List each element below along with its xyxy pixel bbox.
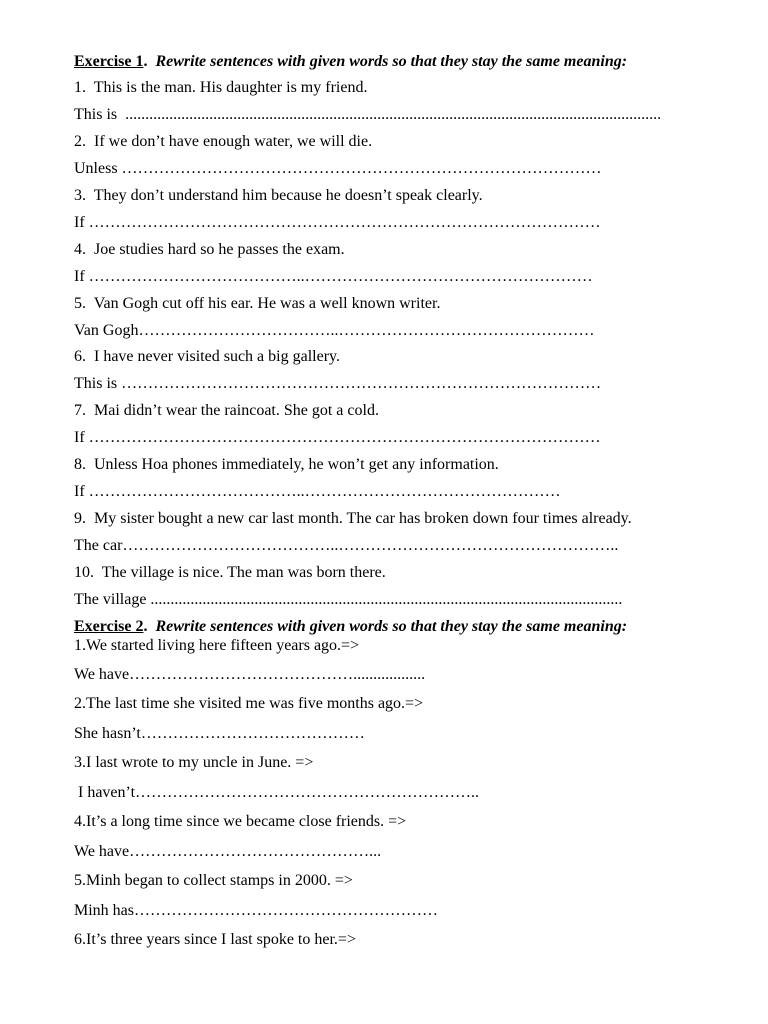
exercise-1-question-4: 4. Joe studies hard so he passes the exam.	[74, 241, 345, 258]
exercise-1-question-10: 10. The village is nice. The man was born there.	[74, 564, 386, 581]
exercise-1-question-6: 6. I have never visited such a big gallery.	[74, 348, 340, 365]
exercise-2-answer-4: We have………………………………………...	[74, 843, 382, 860]
exercise-1-answer-5: Van Gogh………………………………..…………………………………………	[74, 322, 595, 339]
exercise-2-instruction: Rewrite sentences with given words so that they stay the same meaning:	[155, 618, 628, 635]
exercise-1-question-5: 5. Van Gogh cut off his ear. He was a well known writer.	[74, 295, 441, 312]
exercise-1-answer-9: The car…………………………………..……………………………………………..	[74, 537, 619, 554]
exercise-1-answer-4: If …………………………………..………………………………………………	[74, 268, 593, 285]
exercise-2-answer-2: She hasn’t……………………………………	[74, 725, 365, 742]
exercise-1-instruction: Rewrite sentences with given words so that they stay the same meaning:	[155, 53, 628, 70]
exercise-1-answer-6: This is ………………………………………………………………………………	[74, 375, 602, 392]
exercise-1-answer-8: If …………………………………..…………………………………………	[74, 483, 561, 500]
exercise-2-question-6: 6.It’s three years since I last spoke to her.=>	[74, 931, 356, 948]
exercise-1-question-7: 7. Mai didn’t wear the raincoat. She got a cold.	[74, 402, 379, 419]
exercise-1-question-2: 2. If we don’t have enough water, we will die.	[74, 133, 373, 150]
exercise-2-answer-3: I haven’t………………………………………………………..	[74, 784, 480, 801]
exercise-1-answer-3: If ……………………………………………………………………………………	[74, 214, 601, 231]
exercise-2-heading: Exercise 2. Rewrite sentences with given words so that they stay the same meaning:	[74, 618, 628, 635]
exercise-2-answer-1: We have……………………………………..................	[74, 666, 426, 683]
exercise-1-answer-10: The village ......................................................................................................................	[74, 591, 623, 608]
exercise-1-label: Exercise 1	[74, 53, 144, 70]
exercise-2-question-3: 3.I last wrote to my uncle in June. =>	[74, 754, 314, 771]
exercise-2-answer-5: Minh has…………………………………………………	[74, 902, 438, 919]
exercise-1-answer-1: This is ......................................................................................................................................	[74, 106, 662, 123]
exercise-1-answer-7: If ……………………………………………………………………………………	[74, 429, 601, 446]
exercise-2-question-4: 4.It’s a long time since we became close friends. =>	[74, 813, 407, 830]
exercise-1-question-3: 3. They don’t understand him because he doesn’t speak clearly.	[74, 187, 483, 204]
exercise-1-answer-2: Unless ………………………………………………………………………………	[74, 160, 602, 177]
exercise-2-question-1: 1.We started living here fifteen years ago.=>	[74, 637, 360, 654]
exercise-1-question-9: 9. My sister bought a new car last month. The car has broken down four times already.	[74, 510, 632, 527]
exercise-2-question-5: 5.Minh began to collect stamps in 2000. =>	[74, 872, 353, 889]
exercise-1-question-1: 1. This is the man. His daughter is my friend.	[74, 79, 368, 96]
exercise-2-label: Exercise 2	[74, 618, 144, 635]
exercise-2-question-2: 2.The last time she visited me was five months ago.=>	[74, 695, 424, 712]
exercise-1-heading: Exercise 1. Rewrite sentences with given words so that they stay the same meaning:	[74, 53, 628, 70]
exercise-1-question-8: 8. Unless Hoa phones immediately, he won’t get any information.	[74, 456, 499, 473]
